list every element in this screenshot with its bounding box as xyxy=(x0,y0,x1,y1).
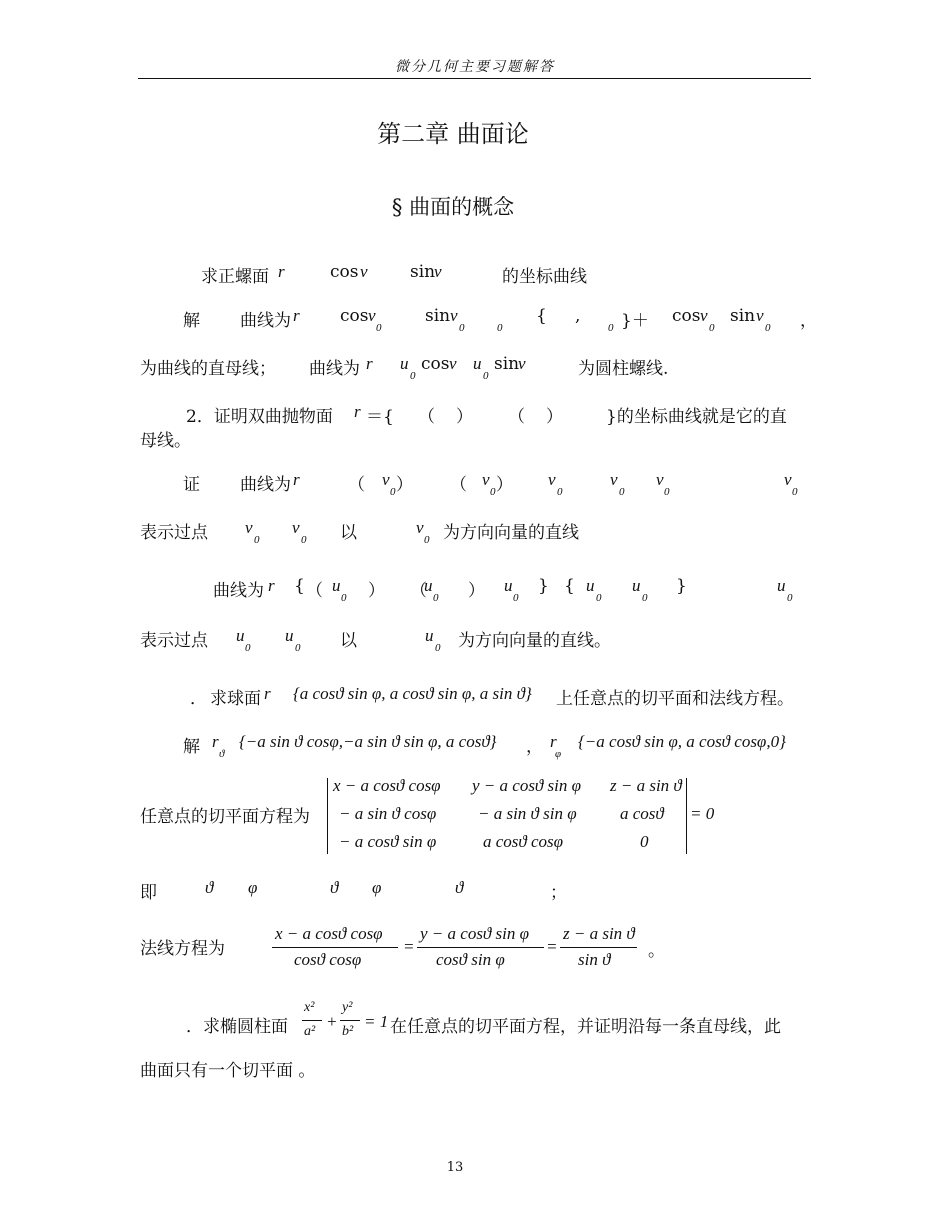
p2-pt-v1: v xyxy=(245,518,253,537)
p1-sol-v1: v xyxy=(368,306,376,325)
p3-formula: {a cosϑ sin φ, a cosϑ sin φ, a sin ϑ} xyxy=(293,684,532,703)
p2-pr2: ） xyxy=(496,475,513,495)
p4-a2: a² xyxy=(304,1024,316,1039)
p2-q1: 2．证明双曲抛物面 xyxy=(186,407,333,427)
p3-jie: 解 xyxy=(183,737,200,757)
p2-pt-usub2: 0 xyxy=(295,642,301,654)
p1-sol-r: r xyxy=(293,306,300,325)
p2-paren-r2: ） xyxy=(546,407,563,427)
p4-eq1: = 1 xyxy=(364,1012,389,1031)
p2-pl4: （ xyxy=(410,581,427,601)
p1-r: r xyxy=(278,262,285,281)
p2-sub-b: 0 xyxy=(490,486,496,498)
p3-r-theta-val: {−a sin ϑ cosφ,−a sin ϑ sin φ, a cosϑ} xyxy=(239,732,497,751)
running-header: 微分几何主要习题解答 xyxy=(395,59,555,75)
normal-fraction-bar-2 xyxy=(417,947,544,948)
p2-rb2: } xyxy=(676,576,687,596)
normal-num-1: x − a cosϑ cosφ xyxy=(275,924,383,943)
p3-r-phi-val: {−a cosϑ sin φ, a cosϑ cosφ,0} xyxy=(578,732,786,751)
det-r1c1: − a sin ϑ sin φ xyxy=(478,804,577,823)
det-r2c1: a cosϑ cosφ xyxy=(483,832,564,851)
p4-x2: x² xyxy=(304,1000,315,1015)
p1-comma: , xyxy=(575,306,581,326)
p2-u-b: u xyxy=(424,576,433,595)
p2-usub-d: 0 xyxy=(596,592,602,604)
p3-r-phi: r xyxy=(550,732,557,751)
p2-pl3: （ xyxy=(306,581,323,601)
p2-sub-e: 0 xyxy=(664,486,670,498)
det-eq-zero: = 0 xyxy=(690,804,715,823)
p2-usub-e: 0 xyxy=(642,592,648,604)
p1-sol-v4: v xyxy=(756,306,764,325)
p2-with-2: 以 xyxy=(340,631,357,651)
p2-pr1: ） xyxy=(396,475,413,495)
normal-fraction-bar-1 xyxy=(272,947,398,948)
p1-sol-v2: v xyxy=(450,306,458,325)
p2-paren-l2: （ xyxy=(508,407,525,427)
p2-v-b: v xyxy=(482,470,490,489)
p2-q3: 母线。 xyxy=(140,431,191,451)
p1-lbrace: { xyxy=(536,306,547,326)
p3-dot: ． xyxy=(190,689,207,709)
p1-line2-b: 曲线为 xyxy=(309,359,360,379)
p3-tangent-label: 任意点的切平面方程为 xyxy=(140,807,310,827)
p3-ji: 即 xyxy=(140,883,157,903)
p2-curve-is-2: 曲线为 xyxy=(213,581,264,601)
det-r0c2: z − a sin ϑ xyxy=(610,776,682,795)
p2-u-f: u xyxy=(777,576,786,595)
p1-cos: cos xyxy=(330,262,359,282)
p2-usub-a: 0 xyxy=(341,592,347,604)
p2-usub-f: 0 xyxy=(787,592,793,604)
p4-q1: ．求椭圆柱面 xyxy=(186,1017,288,1037)
p2-sub-d: 0 xyxy=(619,486,625,498)
p4-plus: + xyxy=(326,1012,338,1031)
p2-dir-line-1: 为方向向量的直线 xyxy=(443,523,579,543)
p1-sol-cos2: cos xyxy=(672,306,701,326)
p2-sub-f: 0 xyxy=(792,486,798,498)
p1-line2-u2: u xyxy=(473,354,482,373)
p1-line2-v1: v xyxy=(449,354,457,373)
p2-dir-v: v xyxy=(416,518,424,537)
normal-eq-1: = xyxy=(403,937,415,956)
p1-sol-cos: cos xyxy=(340,306,369,326)
p1-sub0-e: 0 xyxy=(709,322,715,334)
det-r2c2: 0 xyxy=(640,832,649,851)
p1-sol-sin: sin xyxy=(425,306,451,326)
p1-sol-v3: v xyxy=(700,306,708,325)
normal-den-2: cosϑ sin φ xyxy=(436,950,505,969)
normal-den-3: sin ϑ xyxy=(578,950,611,969)
p2-curve-is-1: 曲线为 xyxy=(240,475,291,495)
p2-pt-sub2: 0 xyxy=(301,534,307,546)
p2-u-a: u xyxy=(332,576,341,595)
det-r1c0: − a sin ϑ cosφ xyxy=(339,804,437,823)
p3-period: 。 xyxy=(648,941,665,961)
p2-pt-sub1: 0 xyxy=(254,534,260,546)
p2-passes-1: 表示过点 xyxy=(140,523,208,543)
p3-tail: 上任意点的切平面和法线方程。 xyxy=(556,689,794,709)
det-r0c0: x − a cosϑ cosφ xyxy=(333,776,441,795)
p2-pt-v2: v xyxy=(292,518,300,537)
p2-zheng: 证 xyxy=(183,475,200,495)
p1-line2-sub0-b: 0 xyxy=(483,370,489,382)
p1-curve-is: 曲线为 xyxy=(240,311,291,331)
p2-v-a: v xyxy=(382,470,390,489)
p1-sub0-f: 0 xyxy=(765,322,771,334)
p2-r: r xyxy=(354,402,361,421)
p1-question: 求正螺面 xyxy=(201,267,269,287)
p1-line2-a: 为曲线的直母线； xyxy=(140,359,276,379)
p2-dir-usub: 0 xyxy=(435,642,441,654)
p1-sol-sin2: sin xyxy=(730,306,756,326)
p1-line2-sin: sin xyxy=(494,354,520,374)
p2-passes-2: 表示过点 xyxy=(140,631,208,651)
det-r2c0: − a cosϑ sin φ xyxy=(339,832,437,851)
chapter-title: 第二章 曲面论 xyxy=(377,120,529,148)
p1-end-comma: ， xyxy=(800,311,817,331)
normal-num-3: z − a sin ϑ xyxy=(563,924,635,943)
p2-paren-r1: ） xyxy=(456,407,473,427)
p1-line2-r: r xyxy=(366,354,373,373)
p2-sub-c: 0 xyxy=(557,486,563,498)
section-title: § 曲面的概念 xyxy=(391,195,515,219)
normal-num-2: y − a cosϑ sin φ xyxy=(420,924,530,943)
p1-sub0-c: 0 xyxy=(497,322,503,334)
p3-comma: ， xyxy=(526,737,543,757)
p3-ji-phi1: φ xyxy=(248,878,258,897)
p2-dir-line-2: 为方向向量的直线。 xyxy=(458,631,611,651)
p1-sub0-a: 0 xyxy=(376,322,382,334)
p2-r2: r xyxy=(268,576,275,595)
p2-u-e: u xyxy=(632,576,641,595)
p2-pt-u2: u xyxy=(285,626,294,645)
p2-lb1: { xyxy=(294,576,305,596)
p2-u-d: u xyxy=(586,576,595,595)
det-r1c2: a cosϑ xyxy=(620,804,664,823)
normal-eq-2: = xyxy=(546,937,558,956)
p4-q3: 曲面只有一个切平面 。 xyxy=(140,1061,316,1081)
p4-y2: y² xyxy=(342,1000,353,1015)
p4-fraction-bar-1 xyxy=(302,1020,322,1021)
p2-paren-l1: （ xyxy=(418,407,435,427)
p2-rb1: } xyxy=(538,576,549,596)
p1-v1: v xyxy=(360,262,368,281)
p2-v-e: v xyxy=(656,470,664,489)
p1-line2-u1: u xyxy=(400,354,409,373)
p3-semicolon: ； xyxy=(550,883,567,903)
p3-sub-phi: φ xyxy=(555,748,562,760)
p2-pt-usub1: 0 xyxy=(245,642,251,654)
p1-line2-cos: cos xyxy=(421,354,450,374)
p2-u-c: u xyxy=(504,576,513,595)
header-rule xyxy=(138,78,811,79)
p3-ji-theta2: ϑ xyxy=(330,878,339,897)
p1-sin: sin xyxy=(410,262,436,282)
p2-eq: ＝{ xyxy=(366,407,394,427)
p2-sub-a: 0 xyxy=(390,486,396,498)
p2-with-1: 以 xyxy=(340,523,357,543)
p4-b2: b² xyxy=(342,1024,354,1039)
p2-v-f: v xyxy=(784,470,792,489)
p3-sub-theta: ϑ xyxy=(219,748,225,760)
page-number: 13 xyxy=(446,1160,464,1175)
p1-v2: v xyxy=(434,262,442,281)
p1-tail: 的坐标曲线 xyxy=(502,267,587,287)
p1-line2-c: 为圆柱螺线. xyxy=(578,359,669,379)
p2-pt-u1: u xyxy=(236,626,245,645)
normal-fraction-bar-3 xyxy=(560,947,637,948)
p1-sub0-b: 0 xyxy=(459,322,465,334)
p3-question: 求球面 xyxy=(210,689,261,709)
p2-dir-sub: 0 xyxy=(424,534,430,546)
p3-ji-theta1: ϑ xyxy=(205,878,214,897)
p2-v-d: v xyxy=(610,470,618,489)
p2-pr4: ） xyxy=(468,581,485,601)
p2-pl2: （ xyxy=(450,475,467,495)
p4-fraction-bar-2 xyxy=(340,1020,360,1021)
p1-rbrace-plus: }＋ xyxy=(621,311,649,331)
p2-pl1: （ xyxy=(348,475,365,495)
p2-dir-u: u xyxy=(425,626,434,645)
det-r0c1: y − a cosϑ sin φ xyxy=(472,776,582,795)
p2-lb2: { xyxy=(564,576,575,596)
p2-q2: }的坐标曲线就是它的直 xyxy=(606,407,787,427)
p3-normal-label: 法线方程为 xyxy=(140,939,225,959)
p1-jie: 解 xyxy=(183,311,200,331)
p1-line2-sub0-a: 0 xyxy=(410,370,416,382)
p2-usub-c: 0 xyxy=(513,592,519,604)
p1-line2-v2: v xyxy=(518,354,526,373)
p3-r: r xyxy=(264,684,271,703)
p2-r1: r xyxy=(293,470,300,489)
p3-r-theta: r xyxy=(212,732,219,751)
p3-ji-phi2: φ xyxy=(372,878,382,897)
p1-sub0-d: 0 xyxy=(608,322,614,334)
p2-pr3: ） xyxy=(368,581,385,601)
p4-q2: 在任意点的切平面方程，并证明沿每一条直母线，此 xyxy=(390,1017,781,1037)
normal-den-1: cosϑ cosφ xyxy=(294,950,362,969)
p2-usub-b: 0 xyxy=(433,592,439,604)
p3-ji-theta3: ϑ xyxy=(455,878,464,897)
p2-v-c: v xyxy=(548,470,556,489)
